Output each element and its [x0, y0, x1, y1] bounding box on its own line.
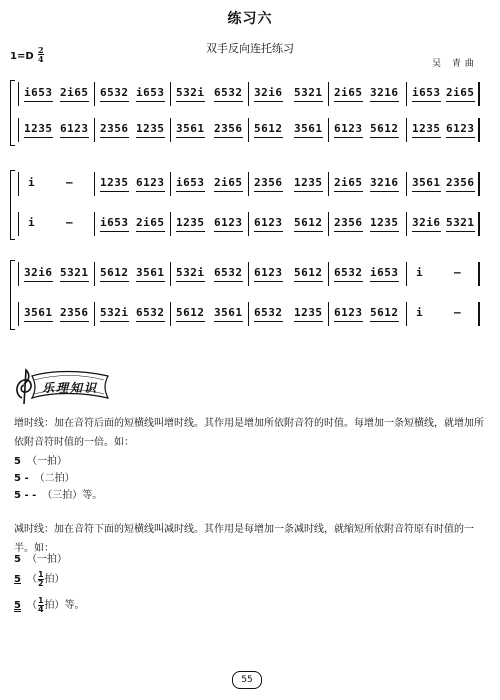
note-group: 32i6 [24, 266, 53, 279]
example-line [14, 469, 75, 484]
piece-subtitle: 双手反向连托练习 [206, 42, 294, 55]
staff-upper [18, 262, 480, 286]
note-group: i653 [370, 266, 399, 279]
example-note: 5 - - [14, 490, 37, 501]
note-group: 32i6 [254, 86, 283, 99]
note-group: 1235 [294, 176, 323, 189]
note-group: i653 [100, 216, 129, 229]
note-group: 6123 [254, 266, 283, 279]
note-group: 2i65 [334, 176, 363, 189]
fraction-denominator: 4 [37, 604, 44, 614]
example-note: 5 [14, 600, 21, 611]
note-group: 5612 [176, 306, 205, 319]
note-group: 2i65 [60, 86, 89, 99]
note-group: i653 [176, 176, 205, 189]
note-group: 5612 [294, 266, 323, 279]
time-signature [38, 46, 44, 63]
note-group: 2i65 [446, 86, 475, 99]
rest-dash: – [454, 306, 462, 319]
example-value-open: （ [26, 600, 37, 611]
note-group: i653 [412, 86, 441, 99]
composer: 吴 青曲 [432, 59, 478, 69]
time-sig-bottom: 4 [38, 54, 44, 64]
score-system-2 [10, 168, 480, 242]
note-group: 5612 [294, 216, 323, 229]
note-group: 1235 [100, 176, 129, 189]
note-group: 1235 [24, 122, 53, 135]
staff-lower [18, 118, 480, 142]
note-group: 6532 [136, 306, 165, 319]
fraction-denominator: 2 [37, 578, 44, 588]
note-group: 1235 [412, 122, 441, 135]
key-signature: 1=D [10, 51, 34, 62]
note-group: 3561 [294, 122, 323, 135]
staff-lower [18, 302, 480, 326]
note-group: 532i [176, 86, 205, 99]
system-brace [10, 170, 15, 240]
note-group: 3216 [370, 176, 399, 189]
example-note: 5 [14, 456, 21, 467]
score-system-1 [10, 78, 480, 148]
note-group: 5321 [446, 216, 475, 229]
note-group: 6123 [334, 122, 363, 135]
note-group: 2356 [446, 176, 475, 189]
note-group: 32i6 [412, 216, 441, 229]
note-group: 2i65 [334, 86, 363, 99]
page-number: 55 [232, 671, 262, 689]
note-group: 6532 [214, 266, 243, 279]
example-line [14, 486, 102, 501]
note-group: i653 [136, 86, 165, 99]
example-line [14, 570, 65, 588]
staff-upper [18, 82, 480, 106]
paragraph-augmentation: 增时线：加在音符后面的短横线叫增时线。其作用是增加所依附音符的时值。每增加一条短横线，就增加所依附音符时值的一倍。如： [14, 418, 484, 448]
note-group: 5321 [294, 86, 323, 99]
page-title: 练习六 [227, 11, 273, 27]
score-system-3 [10, 258, 480, 332]
staff-upper [18, 172, 480, 196]
note-group: 3561 [412, 176, 441, 189]
note-group: 3561 [176, 122, 205, 135]
note-group: 3561 [136, 266, 165, 279]
theory-heading: 乐理知识 [42, 381, 99, 395]
note-group: 5612 [370, 306, 399, 319]
fraction [38, 597, 44, 614]
rest-dash: – [454, 266, 462, 279]
note-group: 6123 [254, 216, 283, 229]
example-line [14, 596, 85, 614]
note-group: i [416, 306, 424, 319]
note-group: 1235 [370, 216, 399, 229]
fraction-numerator: 1 [37, 569, 44, 579]
theory-section-heading [12, 368, 112, 408]
note-group: 2356 [60, 306, 89, 319]
note-group: 3561 [24, 306, 53, 319]
note-group: 5321 [60, 266, 89, 279]
note-group: 1235 [294, 306, 323, 319]
note-group: 6532 [334, 266, 363, 279]
note-group: 1235 [136, 122, 165, 135]
example-value: （一拍） [26, 456, 67, 467]
note-group: 5612 [100, 266, 129, 279]
note-group: 6123 [214, 216, 243, 229]
example-value: （一拍） [26, 554, 67, 565]
note-group: 6123 [334, 306, 363, 319]
note-group: 5612 [370, 122, 399, 135]
note-group: i653 [24, 86, 53, 99]
time-sig-top: 2 [38, 45, 44, 55]
note-group: 2356 [334, 216, 363, 229]
rest-dash: – [66, 216, 74, 229]
note-group: 6532 [214, 86, 243, 99]
note-group: 5612 [254, 122, 283, 135]
note-group: 6532 [100, 86, 129, 99]
paragraph-diminution: 减时线：加在音符下面的短横线叫减时线。其作用是每增加一条减时线，就缩短所依附音符原有时值的一半。如： [14, 524, 474, 554]
example-value-close: 拍） [44, 574, 65, 585]
note-group: 2356 [254, 176, 283, 189]
fraction-numerator: 1 [37, 595, 44, 605]
example-note: 5 [14, 554, 21, 565]
example-value: （三拍）等。 [42, 490, 103, 501]
note-group: 2i65 [214, 176, 243, 189]
example-value-close: 拍）等。 [44, 600, 85, 611]
note-group: 6532 [254, 306, 283, 319]
note-group: 3216 [370, 86, 399, 99]
note-group: i [28, 176, 36, 189]
note-group: i [28, 216, 36, 229]
note-group: 6123 [60, 122, 89, 135]
example-value: （二拍） [34, 473, 75, 484]
note-group: 6123 [136, 176, 165, 189]
system-brace [10, 80, 15, 146]
example-value-open: （ [26, 574, 37, 585]
example-line [14, 452, 67, 467]
note-group: 3561 [214, 306, 243, 319]
example-note: 5 [14, 574, 21, 585]
note-group: 6123 [446, 122, 475, 135]
note-group: 1235 [176, 216, 205, 229]
note-group: 2356 [100, 122, 129, 135]
staff-lower [18, 212, 480, 236]
example-line [14, 550, 67, 565]
note-group: 2356 [214, 122, 243, 135]
note-group: 532i [176, 266, 205, 279]
note-group: 532i [100, 306, 129, 319]
note-group: i [416, 266, 424, 279]
rest-dash: – [66, 176, 74, 189]
note-group: 2i65 [136, 216, 165, 229]
example-note: 5 - [14, 473, 29, 484]
fraction [38, 571, 44, 588]
system-brace [10, 260, 15, 330]
